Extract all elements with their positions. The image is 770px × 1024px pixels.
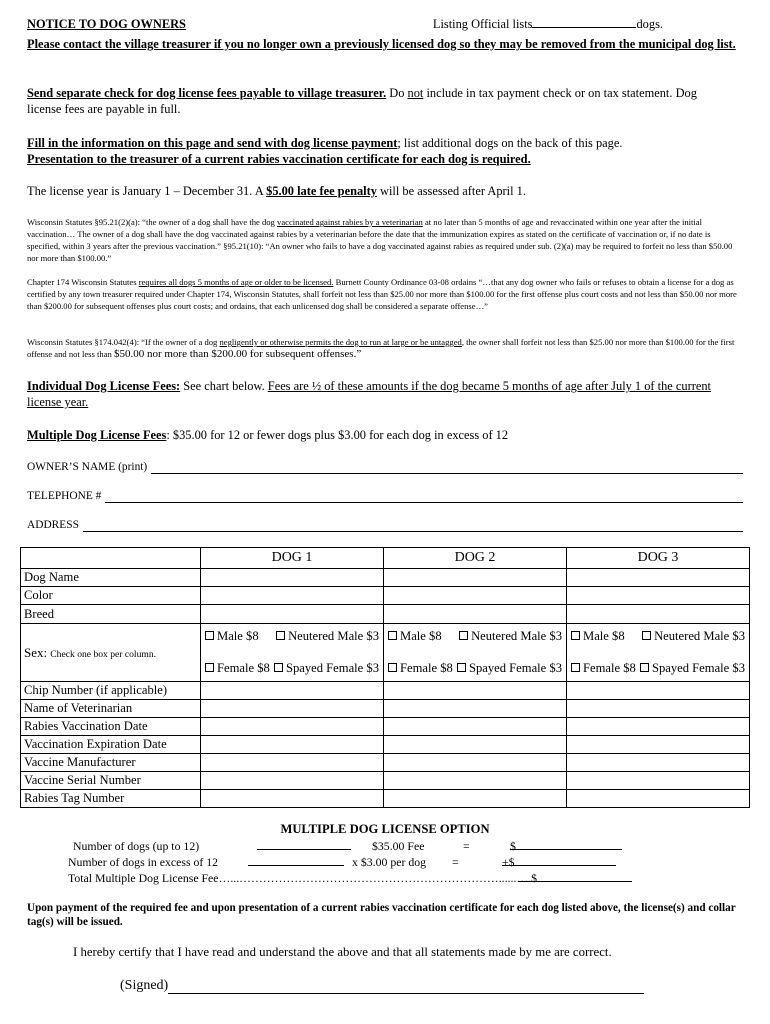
header-row [27,16,743,32]
address-field[interactable]: ADDRESS [27,518,743,532]
neutered-checkbox[interactable]: Neutered Male $3 [459,629,562,644]
table-row [21,718,750,736]
input-cell[interactable] [567,682,750,700]
checkbox-icon[interactable] [457,663,466,672]
input-cell[interactable] [384,736,567,754]
table-row [21,736,750,754]
input-cell[interactable] [201,790,384,808]
multiple-option-title: MULTIPLE DOG LICENSE OPTION [280,822,490,836]
dog-info-table [20,547,750,808]
checkbox-icon[interactable] [205,663,214,672]
neutered-checkbox[interactable]: Neutered Male $3 [642,629,745,644]
row-label: Vaccination Expiration Date [21,736,201,754]
sex-options-dog-3 [567,624,750,682]
neutered-checkbox[interactable]: Neutered Male $3 [276,629,379,644]
spayed-checkbox[interactable]: Spayed Female $3 [457,661,562,676]
col-dog-2: DOG 2 [384,548,567,569]
statute-95-21: Wisconsin Statutes §95.21(2)(a): “the owner of a dog shall have the dog vaccinated against rabies by a veterinarian at no later than 5 months of age and revaccinated within one year after the initial vaccination… The owner of a dog shall have the dog vaccinated against rabies by a veterinarian before the date that the immunization expires as stated on the certificate of vaccination or, if no date is specified, within 3 years after the previous vaccination.” §95.21(10): “An owner who fails to have a dog vaccinated against rabies as required under sub. (2)(a) may be required to forfeit no less than $50.00 nor more than $100.00.” [27,217,733,263]
table-header-row [21,548,750,569]
owner-name-field[interactable]: OWNER’S NAME (print) [27,460,743,474]
checkbox-icon[interactable] [571,663,580,672]
row-label: Vaccine Manufacturer [21,754,201,772]
issue-note: Upon payment of the required fee and upon presentation of a current rabies vaccination certificate for each dog listed above, the license(s) and collar tag(s) will be issued. [27,902,736,928]
checkbox-icon[interactable] [276,631,285,640]
separate-check-paragraph: Send separate check for dog license fees payable to village treasurer. Do not include in tax payment check or on tax statement. Dog license fees are payable in full. [27,86,697,116]
row-label: Vaccine Serial Number [21,772,201,790]
listing-count-blank[interactable] [532,17,636,28]
spayed-checkbox[interactable]: Spayed Female $3 [274,661,379,676]
checkbox-icon[interactable] [640,663,649,672]
statute-174-042: Wisconsin Statutes §174.042(4): “If the owner of a dog negligently or otherwise permits the dog to run at large or be untagged, the owner shall forfeit not less than $25.00 nor more than $100.00 for the first offense and not less than $50.00 nor more than $200.00 for subsequent offenses.” [27,337,735,360]
multi-row-excess: Number of dogs in excess of 12 x $3.00 per dog = +$ [0,855,770,871]
sex-options-dog-1 [201,624,384,682]
checkbox-icon[interactable] [205,631,214,640]
checkbox-icon[interactable] [388,663,397,672]
table-row [21,700,750,718]
fill-in-paragraph: Fill in the information on this page and send with dog license payment; list additional dogs on the back of this page. Presentation to the treasurer of a current rabies vaccination certificate for each dog is required. [27,136,623,166]
table-row [21,772,750,790]
telephone-line[interactable] [105,492,743,503]
sex-row [21,624,750,682]
input-cell[interactable] [384,682,567,700]
male-checkbox[interactable]: Male $8 [205,629,259,644]
row-label: Chip Number (if applicable) [21,682,201,700]
female-checkbox[interactable]: Female $8 [388,661,453,676]
input-cell[interactable] [384,754,567,772]
row-label: Rabies Tag Number [21,790,201,808]
input-cell[interactable] [384,569,567,587]
input-cell[interactable] [567,569,750,587]
col-dog-3: DOG 3 [567,548,750,569]
notice-title: NOTICE TO DOG OWNERS [27,17,186,31]
male-checkbox[interactable]: Male $8 [388,629,442,644]
input-cell[interactable] [567,754,750,772]
input-cell[interactable] [567,700,750,718]
owner-name-line[interactable] [151,463,743,474]
table-row [21,754,750,772]
male-checkbox[interactable]: Male $8 [571,629,625,644]
input-cell[interactable] [384,587,567,605]
col-dog-1: DOG 1 [201,548,384,569]
checkbox-icon[interactable] [274,663,283,672]
multiple-fees-paragraph: Multiple Dog License Fees: $35.00 for 12 or fewer dogs plus $3.00 for each dog in excess of 12 [27,428,509,442]
row-label: Dog Name [21,569,201,587]
contact-notice: Please contact the village treasurer if you no longer own a previously licensed dog so they may be removed from the municipal dog list. [27,37,736,51]
sex-label-cell: Sex: Check one box per column. [21,624,201,682]
multiple-dog-option [0,822,770,887]
table-row [21,682,750,700]
individual-fees-paragraph: Individual Dog License Fees: See chart below. Fees are ½ of these amounts if the dog became 5 months of age after July 1 of the current license year. [27,379,711,409]
statute-chapter-174: Chapter 174 Wisconsin Statutes requires all dogs 5 months of age or older to be licensed. Burnett County Ordinance 03-08 ordains “…that any dog owner who fails or refuses to obtain a license for a dog as certified by any town treasurer required under Chapter 174, Wisconsin Statutes, shall forfeit not less than $25.00 nor more than $100.00 for the first offense plus court costs and not less than $50.00 nor more than $200.00 for subsequent offenses plus court costs; and ordains, that each unlicensed dog shall be considered a separate offense…” [27,277,737,311]
input-cell[interactable] [201,682,384,700]
input-cell[interactable] [567,587,750,605]
row-label: Color [21,587,201,605]
telephone-field[interactable]: TELEPHONE # [27,489,743,503]
input-cell[interactable] [201,754,384,772]
table-row [21,605,750,624]
input-cell[interactable] [201,587,384,605]
license-year-paragraph: The license year is January 1 – December 31. A $5.00 late fee penalty will be assessed after April 1. [27,184,526,198]
multi-row-total: Total Multiple Dog License Fee…...…………………………………………………………......….$ [0,871,770,887]
input-cell[interactable] [201,605,384,624]
input-cell[interactable] [567,790,750,808]
row-label: Name of Veterinarian [21,700,201,718]
input-cell[interactable] [384,718,567,736]
table-row [21,569,750,587]
input-cell[interactable] [201,736,384,754]
signature-field[interactable]: (Signed) [120,978,644,994]
signature-line[interactable] [168,981,644,994]
row-label: Breed [21,605,201,624]
input-cell[interactable] [567,736,750,754]
sex-options-dog-2 [384,624,567,682]
input-cell[interactable] [201,772,384,790]
checkbox-icon[interactable] [459,631,468,640]
female-checkbox[interactable]: Female $8 [205,661,270,676]
checkbox-icon[interactable] [642,631,651,640]
input-cell[interactable] [567,772,750,790]
female-checkbox[interactable]: Female $8 [571,661,636,676]
input-cell[interactable] [201,700,384,718]
table-corner [21,548,201,569]
certify-statement: I hereby certify that I have read and understand the above and that all statements made by me are correct. [73,945,612,959]
listing-count: Listing Official lists dogs. [432,17,663,31]
input-cell[interactable] [567,718,750,736]
checkbox-icon[interactable] [571,631,580,640]
input-cell[interactable] [567,605,750,624]
input-cell[interactable] [201,569,384,587]
table-row [21,790,750,808]
input-cell[interactable] [384,790,567,808]
table-row [21,587,750,605]
input-cell[interactable] [384,700,567,718]
row-label: Rabies Vaccination Date [21,718,201,736]
checkbox-icon[interactable] [388,631,397,640]
input-cell[interactable] [384,605,567,624]
multi-row-up-to-12: Number of dogs (up to 12) $35.00 Fee = $ [0,839,770,855]
address-line[interactable] [83,521,743,532]
spayed-checkbox[interactable]: Spayed Female $3 [640,661,745,676]
input-cell[interactable] [201,718,384,736]
input-cell[interactable] [384,772,567,790]
